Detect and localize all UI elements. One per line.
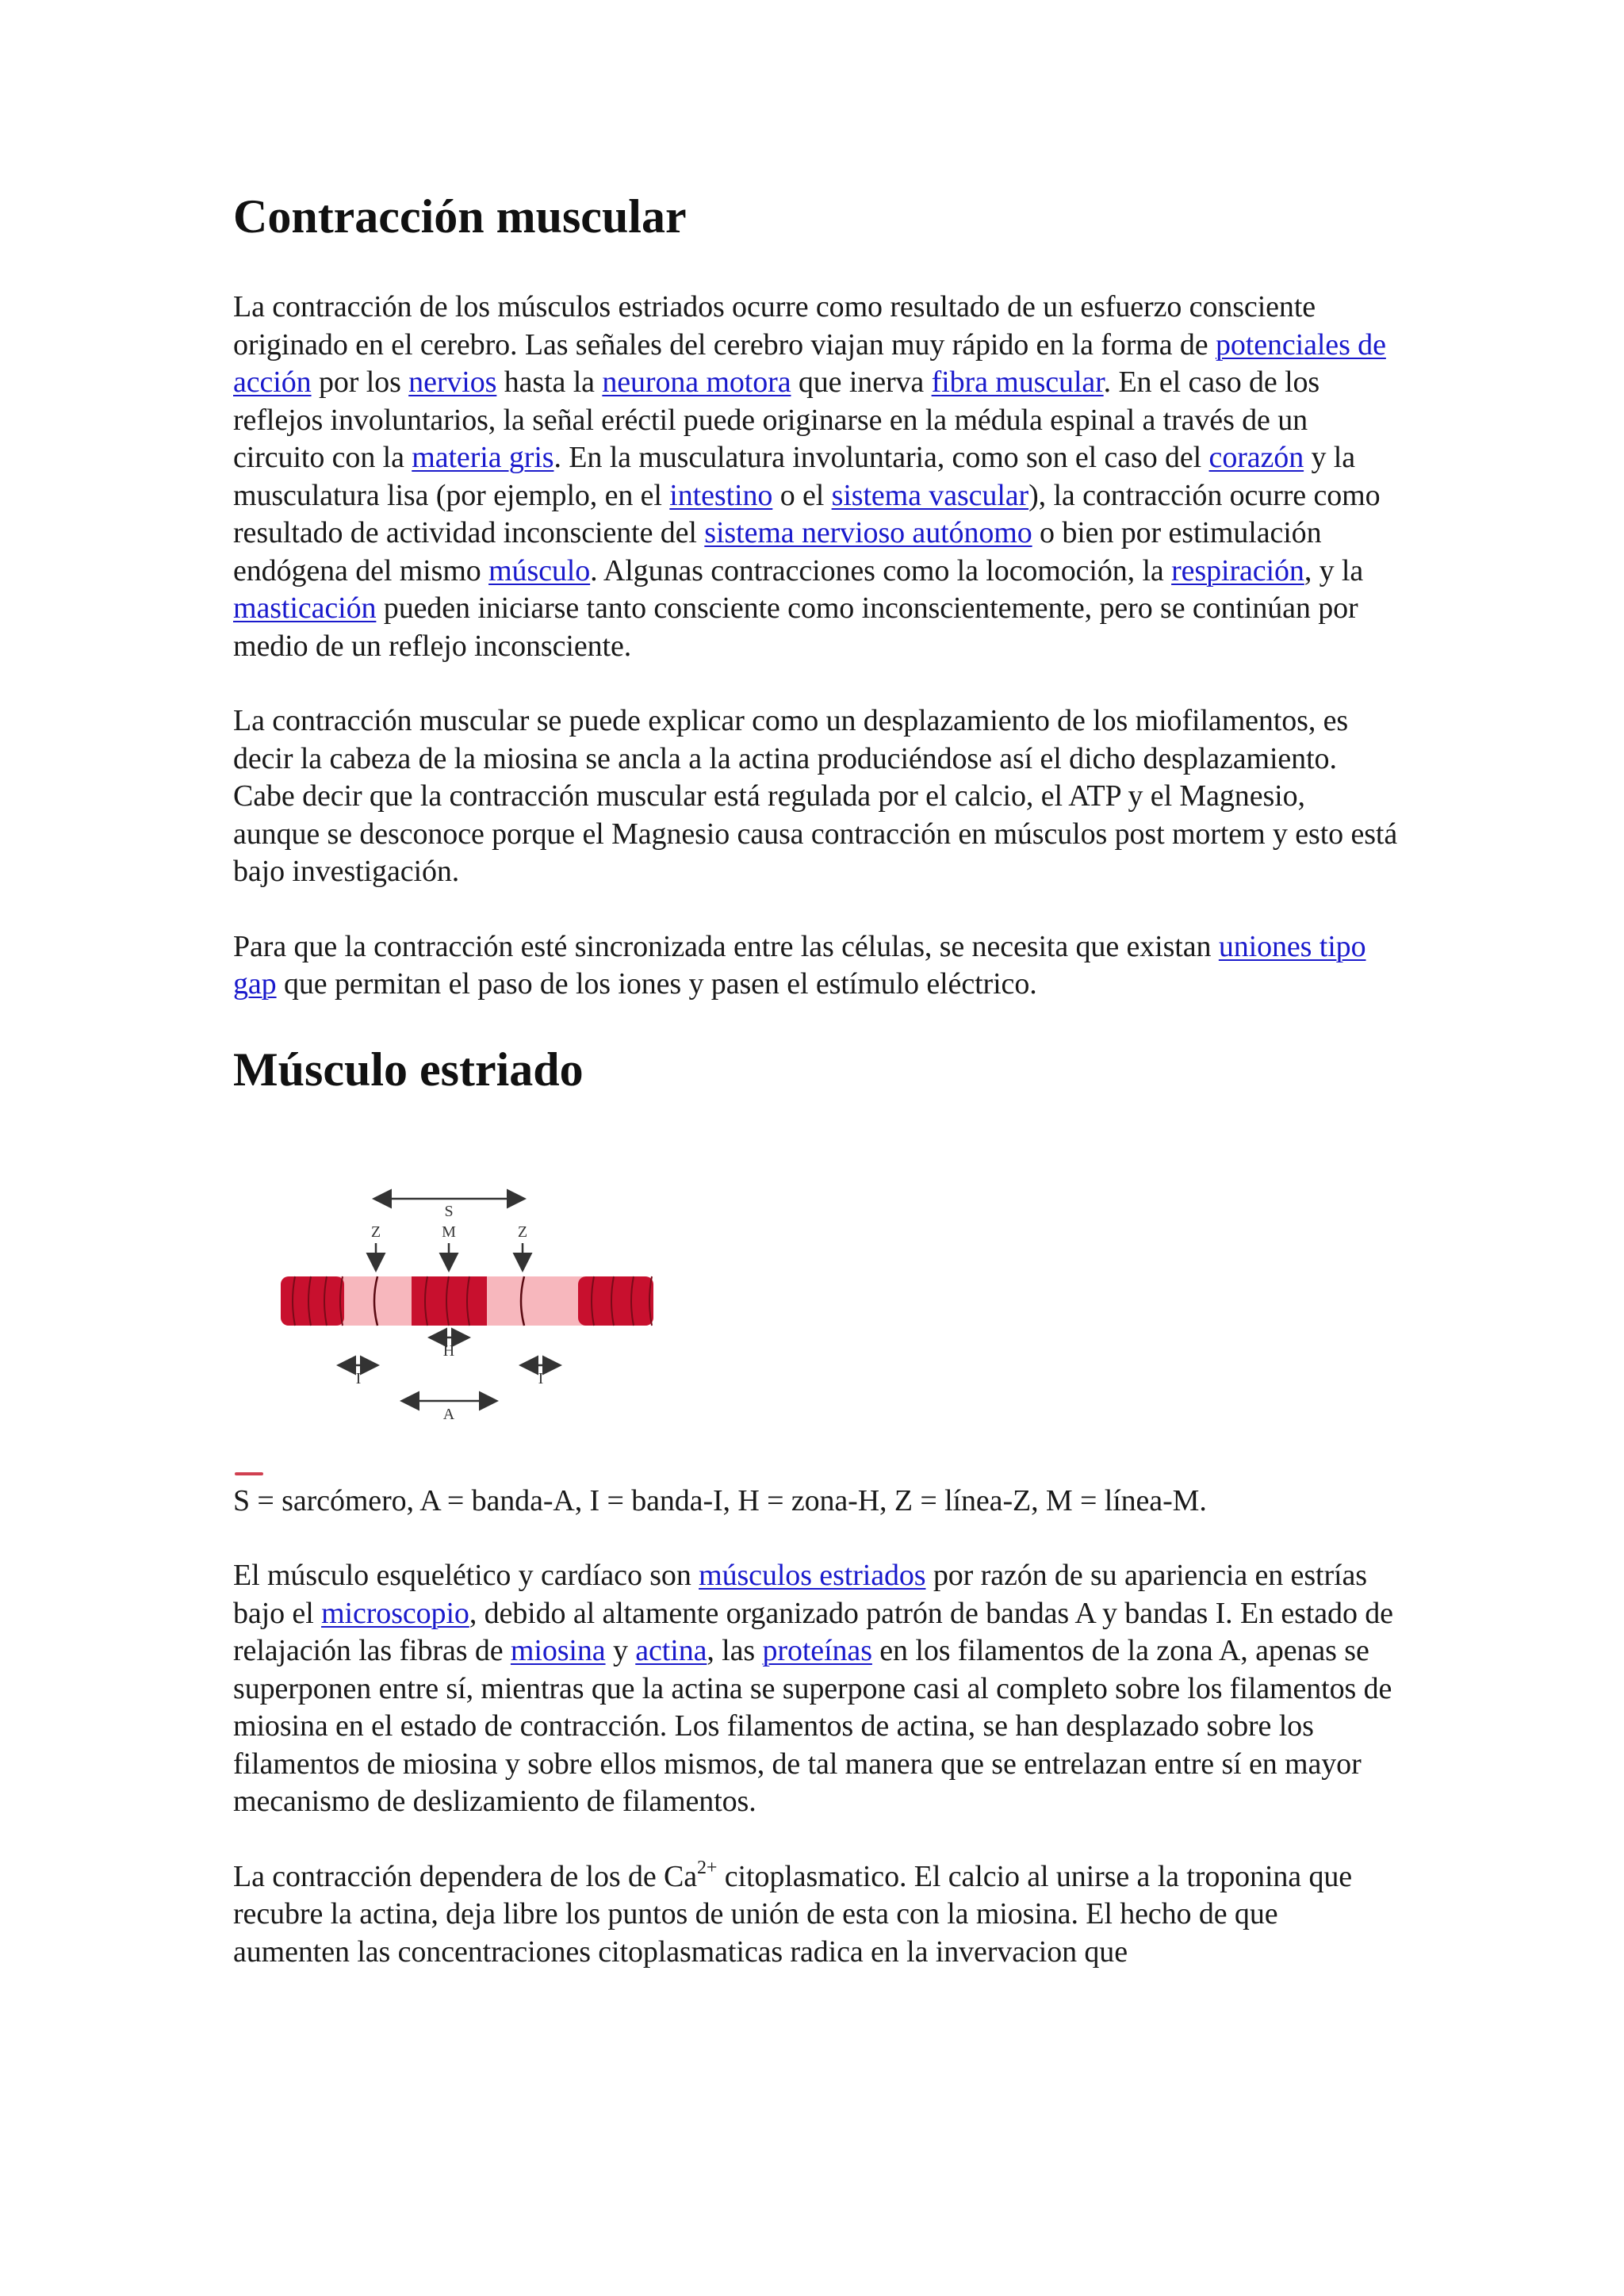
text: citoplasmatico. El calcio al unirse a la troponina que recubre la actina, deja libre los puntos de unión de esta con la miosina. El hecho de que aumenten las concentraciones citoplasmaticas radica en la invervacion que — [233, 1859, 1353, 1969]
paragraph-contraccion-intro — [233, 289, 1399, 665]
text: que inerva — [791, 365, 932, 399]
superscript-charge: 2+ — [697, 1857, 718, 1878]
link-neurona-motora[interactable]: neurona motora — [602, 365, 791, 399]
text: . Algunas contracciones como la locomoción, la — [590, 553, 1172, 587]
link-miosina[interactable]: miosina — [510, 1634, 606, 1667]
link-proteinas[interactable]: proteínas — [762, 1634, 872, 1667]
link-respiracion[interactable]: respiración — [1171, 553, 1304, 587]
sarcomere-diagram-svg — [265, 1175, 709, 1429]
text: o el — [772, 478, 832, 512]
text: por los — [311, 365, 409, 399]
link-musculo[interactable]: músculo — [488, 553, 591, 587]
paragraph-contraccion-miofilamentos: La contracción muscular se puede explicar como un desplazamiento de los miofilamentos, es decir la cabeza de la miosina se ancla a la actina produciéndose así el dicho desplazamiento. Cabe decir que la contracción muscular está regulada por el calcio, el ATP y el Magnesio, aunque se desconoce porque el Magnesio causa contracción en músculos post mortem y esto está bajo investigación. — [233, 704, 1398, 888]
link-nervios[interactable]: nervios — [408, 365, 497, 399]
text: , las — [707, 1634, 763, 1667]
muscle-fiber-bar — [281, 1276, 653, 1326]
label-i-right: I — [538, 1369, 544, 1387]
text: La contracción dependera de los de Ca — [233, 1859, 698, 1893]
text: . En la musculatura involuntaria, como son el caso del — [553, 441, 1209, 474]
link-potenciales-de-accion[interactable]: potenciales de acción — [233, 327, 1386, 399]
link-sistema-nervioso-autonomo[interactable]: sistema nervioso autónomo — [704, 516, 1032, 549]
text: El músculo esquelético y cardíaco son — [233, 1559, 699, 1592]
text: y — [605, 1634, 636, 1667]
label-s: S — [444, 1202, 454, 1220]
link-fibra-muscular[interactable]: fibra muscular — [931, 365, 1104, 399]
text: que permitan el paso de los iones y pasen el estímulo eléctrico. — [276, 967, 1037, 1001]
label-z-right: Z — [517, 1223, 528, 1241]
link-masticacion[interactable]: masticación — [233, 591, 377, 625]
text: hasta la — [496, 365, 603, 399]
link-intestino[interactable]: intestino — [669, 478, 773, 512]
text: , debido al altamente organizado patrón de bandas A y bandas I. En estado de relajación las fibras de — [233, 1596, 1393, 1667]
paragraph-contraccion-gap — [233, 928, 1399, 1004]
paragraph-calcio — [233, 1858, 1399, 1972]
link-corazon[interactable]: corazón — [1208, 441, 1304, 474]
section-heading-musculo-estriado: Músculo estriado — [233, 1043, 584, 1096]
link-materia-gris[interactable]: materia gris — [412, 441, 554, 474]
paragraph-musculo-estriado — [233, 1557, 1399, 1821]
figure-caption: S = sarcómero, A = banda-A, I = banda-I, H = zona-H, Z = línea-Z, M = línea-M. — [233, 1483, 1207, 1517]
text: , y la — [1304, 553, 1364, 587]
text: Para que la contracción esté sincronizada entre las células, se necesita que existan — [233, 929, 1219, 963]
label-h: H — [442, 1341, 455, 1360]
text: por razón de su apariencia en estrías bajo el — [233, 1559, 1367, 1630]
text: en los filamentos de la zona A, apenas se superponen entre sí, mientras que la actina se superpone casi al completo sobre los filamentos de miosina en el estado de contracción. Los filamentos de actina, se han desplazado sobre los filamentos de miosina y sobre ellos mismos, de tal manera que se entrelazan entre sí en mayor mecanismo de deslizamiento de filamentos. — [233, 1634, 1392, 1818]
text: . En el caso de los reflejos involuntarios, la señal eréctil puede originarse en la médula espinal a través de un circuito con la — [233, 365, 1320, 474]
text: ), la contracción ocurre como resultado de actividad inconsciente del — [233, 478, 1381, 549]
label-z-left: Z — [370, 1223, 381, 1241]
text: La contracción de los músculos estriados ocurre como resultado de un esfuerzo consciente originado en el cerebro. Las señales del cerebro viajan muy rápido en la forma de — [233, 290, 1316, 362]
text: y la musculatura lisa (por ejemplo, en el — [233, 441, 1356, 512]
text: pueden iniciarse tanto consciente como inconscientemente, pero se continúan por medio de un reflejo inconsciente. — [233, 591, 1358, 663]
link-uniones-tipo-gap[interactable]: uniones tipo gap — [233, 929, 1366, 1001]
figure-thumbnail — [233, 1468, 265, 1479]
label-m: M — [442, 1223, 456, 1241]
section-heading-contraccion: Contracción muscular — [233, 190, 687, 243]
link-actina[interactable]: actina — [635, 1634, 707, 1667]
link-musculos-estriados[interactable]: músculos estriados — [699, 1559, 926, 1592]
text: o bien por estimulación endógena del mismo — [233, 516, 1322, 587]
link-sistema-vascular[interactable]: sistema vascular — [831, 478, 1029, 512]
link-microscopio[interactable]: microscopio — [321, 1596, 469, 1630]
sarcomere-diagram — [265, 1175, 709, 1429]
label-i-left: I — [355, 1369, 362, 1387]
label-a: A — [442, 1405, 455, 1423]
document-page — [233, 190, 1399, 2008]
